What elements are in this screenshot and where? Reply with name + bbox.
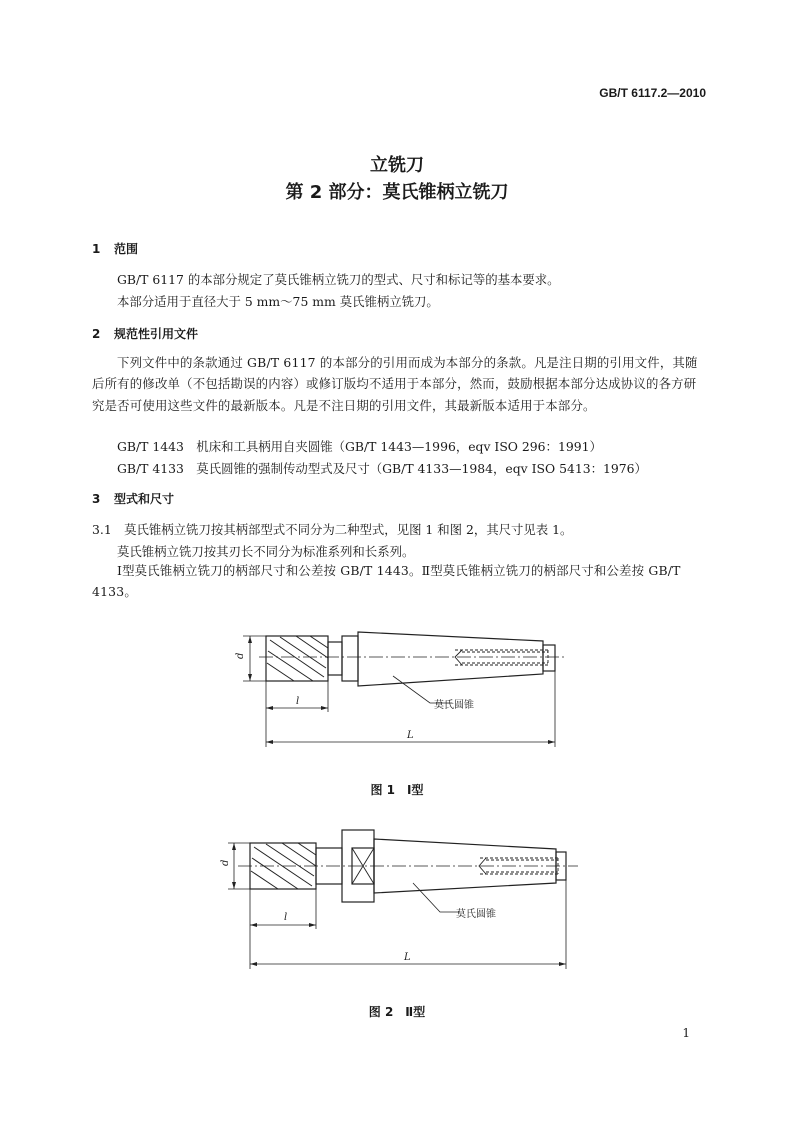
section-number: 3 <box>92 492 101 506</box>
fig1-label-l: l <box>296 696 300 707</box>
fig2-label-L: L <box>404 952 411 963</box>
document-subtitle: 第 2 部分：莫氏锥柄立铣刀 <box>285 182 509 203</box>
section-number: 1 <box>92 242 101 256</box>
section-title: 规范性引用文件 <box>114 327 199 341</box>
fig2-label-morse-taper: 莫氏圆锥 <box>456 909 496 920</box>
section-2-paragraph: 下列文件中的条款通过 GB/T 6117 的本部分的引用而成为本部分的条款。凡是注日期的引用文件，其随后所有的修改单（不包括勘误的内容）或修订版均不适用于本部分，然而，鼓励根据本部分达成协议的各方研究是否可使用这些文件的最新版本。凡是不注日期的引用文件，其最新版本适用于本部分。 <box>92 355 698 413</box>
standard-number: GB/T 6117.2—2010 <box>599 86 706 100</box>
section-1-paragraph-1: GB/T 6117 的本部分规定了莫氏锥柄立铣刀的型式、尺寸和标记等的基本要求。 <box>117 272 560 287</box>
reference-gbt-4133: GB/T 4133 莫氏圆锥的强制传动型式及尺寸（GB/T 4133—1984，eqv ISO 5413：1976） <box>117 461 647 476</box>
figure-2-drawing <box>228 830 578 969</box>
section-1-paragraph-2: 本部分适用于直径大于 5 mm～75 mm 莫氏锥柄立铣刀。 <box>117 294 439 309</box>
fig2-label-l: l <box>284 912 288 923</box>
clause-3-1: 3.1 莫氏锥柄立铣刀按其柄部型式不同分为二种型式，见图 1 和图 2，其尺寸见表 1。 <box>92 522 573 537</box>
section-title: 范围 <box>114 242 139 256</box>
fig1-label-morse-taper: 莫氏圆锥 <box>434 700 474 711</box>
figure-1-drawing <box>243 632 565 747</box>
reference-gbt-1443: GB/T 1443 机床和工具柄用自夹圆锥（GB/T 1443—1996，eqv ISO 296：1991） <box>117 439 602 454</box>
fig1-label-d: d <box>235 652 246 659</box>
figure-2-caption: 图 2 Ⅱ型 <box>368 1005 426 1019</box>
document-title: 立铣刀 <box>370 155 424 176</box>
section-title: 型式和尺寸 <box>114 492 175 506</box>
fig2-label-d: d <box>220 859 231 866</box>
page-number: 1 <box>682 1026 690 1040</box>
fig1-label-L: L <box>407 730 414 741</box>
section-number: 2 <box>92 327 101 341</box>
clause-3-1-series: 莫氏锥柄立铣刀按其刃长不同分为标准系列和长系列。 <box>117 544 415 559</box>
clause-3-1-shank: Ⅰ型莫氏锥柄立铣刀的柄部尺寸和公差按 GB/T 1443。Ⅱ型莫氏锥柄立铣刀的柄部尺寸和公差按 GB/T 4133。 <box>92 563 681 600</box>
figure-1-caption: 图 1 Ⅰ型 <box>370 783 424 797</box>
